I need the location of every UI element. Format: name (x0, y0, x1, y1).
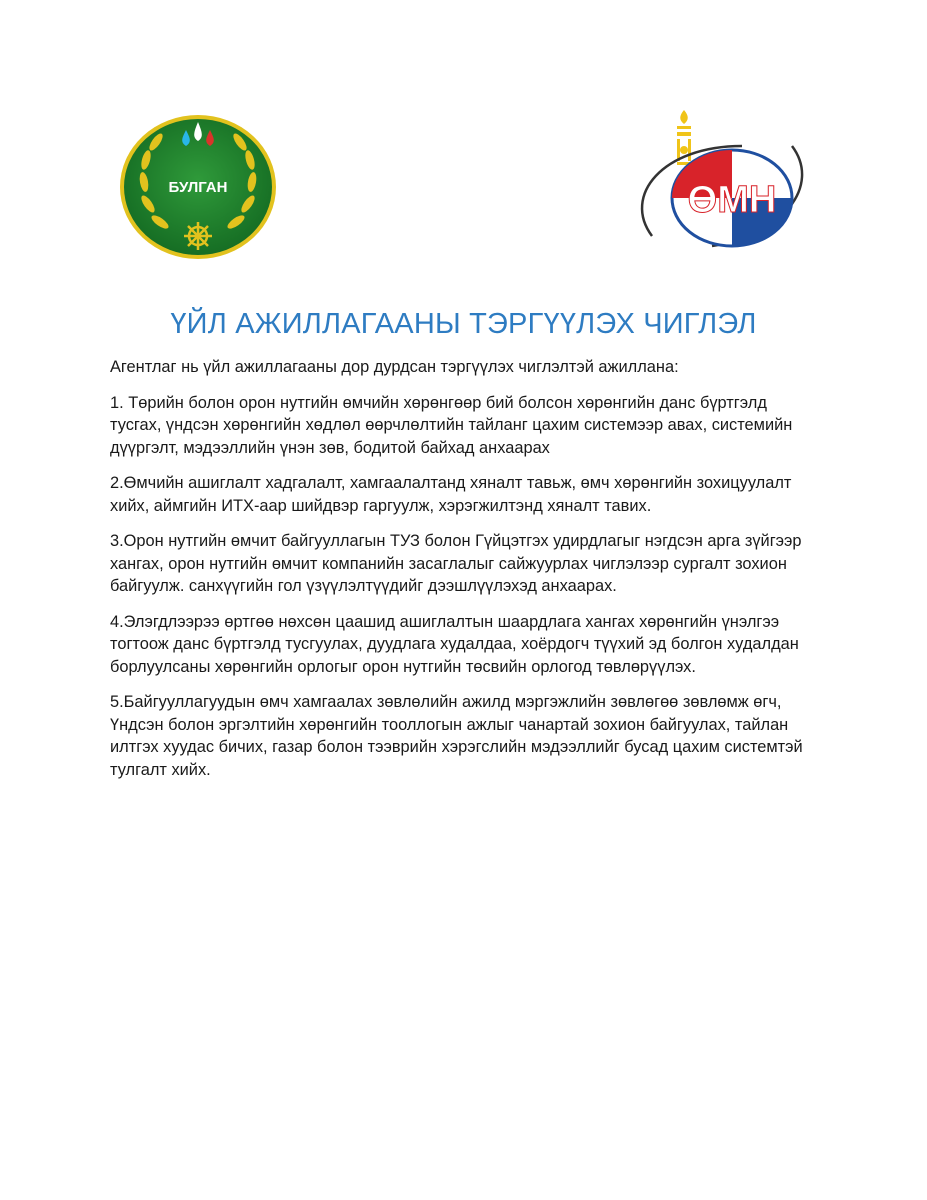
intro-paragraph: Агентлаг нь үйл ажиллагааны дор дурдсан тэргүүлэх чиглэлтэй ажиллана: (110, 358, 679, 376)
omn-logo-text: ӨМН (687, 179, 777, 221)
list-item: 5.Байгууллагуудын өмч хамгаалах зөвлөлийн ажилд мэргэжлийн зөвлөгөө зөвлөмж өгч, Үндсэн болон эргэлтийн хөрөнгийн тооллогын ажлыг чанартай зохион байгуулах, тайлан илтгэх хуудас бичих, газар болон тээврийн хэрэгслийн мэдээллийг бусад цахим системтэй тулгалт хийх. (110, 693, 803, 779)
list-item: 2.Өмчийн ашиглалт хадгалалт, хамгаалалтанд хяналт тавьж, өмч хөрөнгийн зохицуулалт хийх, аймгийн ИТХ-аар шийдвэр гаргуулж, хэрэгжилтэнд хяналт тавих. (110, 474, 792, 515)
page-title: ҮЙЛ АЖИЛЛАГААНЫ ТЭРГҮҮЛЭХ ЧИГЛЭЛ (170, 308, 757, 340)
bulgan-logo-text: БУЛГАН (168, 179, 228, 196)
logos-header (0, 0, 927, 290)
list-item: 1. Төрийн болон орон нутгийн өмчийн хөрөнгөөр бий болсон хөрөнгийн данс бүртгэлд тусгах, үндсэн хөрөнгийн хөдлөл өөрчлөлтийн тайланг цахим системээр авах, системийн дүүргэлт, мэдээллийн үнэн зөв, бодитой байхад анхаарах (110, 393, 793, 457)
list-item: 4.Элэгдлээрээ өртгөө нөхсөн цаашид ашиглалтын шаардлага хангах хөрөнгийн үнэлгээ тогтоож данс бүртгэлд тусгуулах, дуудлага худалдаа, хоёрдогч түүхий эд болгон худалдан борлуулсаны хөрөнгийн орлогыг орон нутгийн төсвийн орлогод төвлөрүүлэх. (110, 612, 799, 676)
document-body (110, 356, 820, 794)
list-item: 3.Орон нутгийн өмчит байгууллагын ТУЗ болон Гүйцэтгэх удирдлагыг нэгдсэн арга зүйгээр хангах, орон нутгийн өмчит компанийн засаглалыг сайжуурлах чиглэлээр сургалт зохион байгуулж. санхүүгийн гол үзүүлэлтүүдийг дээшлүүлэхэд анхаарах. (110, 532, 802, 595)
omn-emblem-logo (632, 106, 812, 266)
bulgan-emblem-logo (118, 112, 278, 262)
